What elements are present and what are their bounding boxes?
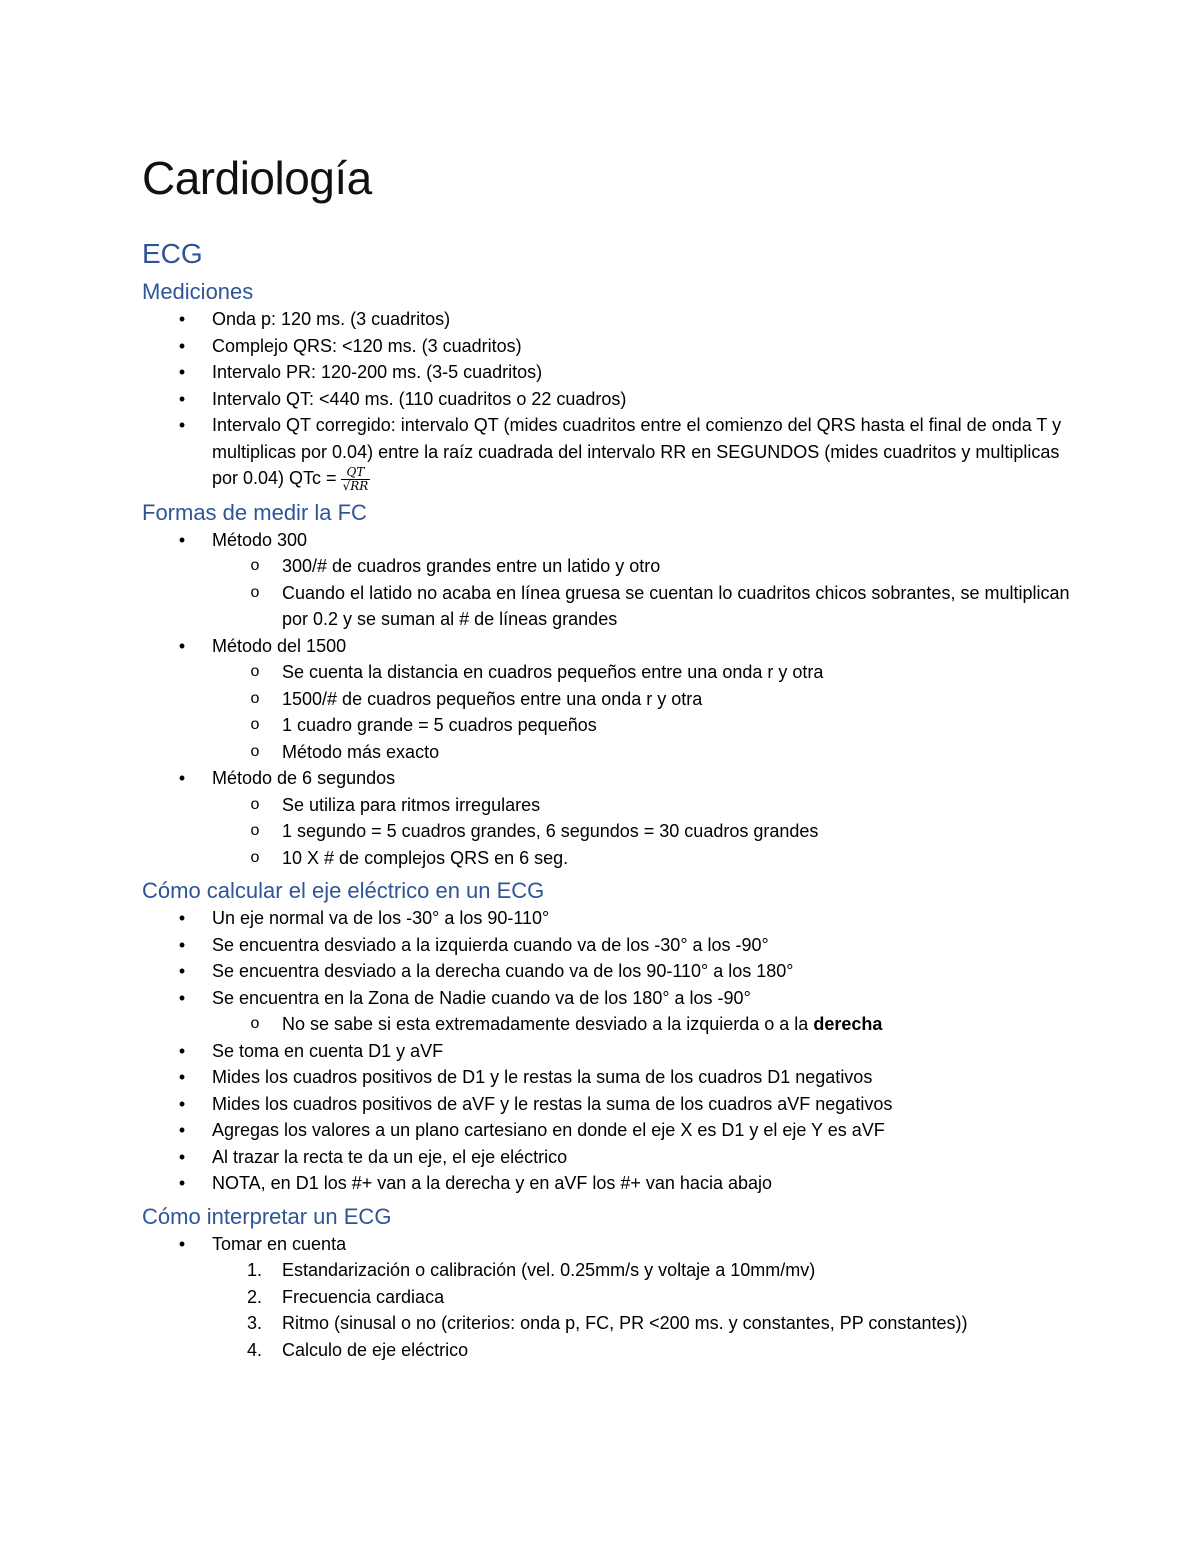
list-item: • Se toma en cuenta D1 y aVF	[142, 1038, 1072, 1065]
sublist-item: o Método más exacto	[142, 739, 1072, 766]
circle-bullet-icon: o	[250, 742, 260, 760]
bullet-icon: •	[178, 529, 186, 550]
mediciones-list	[142, 306, 1072, 493]
list-item: • NOTA, en D1 los #+ van a la derecha y en aVF los #+ van hacia abajo	[142, 1170, 1072, 1197]
list-item: • Onda p: 120 ms. (3 cuadritos)	[142, 306, 1072, 333]
list-item: • Intervalo QT: <440 ms. (110 cuadritos o 22 cuadros)	[142, 386, 1072, 413]
list-item-metodo-1500: • Método del 1500 o Se cuenta la distancia en cuadros pequeños entre una onda r y otra o 1500/# de cuadros pequeños entre una onda r y otra o 1 cuadro grande = 5 cuadros pequeños o Método más exacto	[142, 633, 1072, 766]
heading-interpretar-ecg: Cómo interpretar un ECG	[142, 1203, 392, 1229]
sublist-item: o Se cuenta la distancia en cuadros pequeños entre una onda r y otra	[142, 659, 1072, 686]
sublist-item: o 1 segundo = 5 cuadros grandes, 6 segundos = 30 cuadros grandes	[142, 818, 1072, 845]
circle-bullet-icon: o	[250, 848, 260, 866]
sublist-item: o 1 cuadro grande = 5 cuadros pequeños	[142, 712, 1072, 739]
sublist-item: o 300/# de cuadros grandes entre un latido y otro	[142, 553, 1072, 580]
heading-eje-electrico: Cómo calcular el eje eléctrico en un ECG	[142, 878, 545, 904]
qtc-formula: $\frac{QT}{√RR}$	[342, 464, 369, 493]
bullet-icon: •	[178, 1173, 186, 1194]
list-item: • Intervalo PR: 120-200 ms. (3-5 cuadritos)	[142, 359, 1072, 386]
numbered-list	[142, 1257, 1072, 1363]
circle-bullet-icon: o	[250, 822, 260, 840]
bullet-icon: •	[178, 987, 186, 1008]
bullet-icon: •	[178, 934, 186, 955]
sublist-item: o Cuando el latido no acaba en línea gruesa se cuentan lo cuadritos chicos sobrantes, se multiplican por 0.2 y se suman al # de líneas grandes	[142, 580, 1072, 633]
list-item: • Mides los cuadros positivos de D1 y le restas la suma de los cuadros D1 negativos	[142, 1064, 1072, 1091]
eje-list	[142, 905, 1072, 1197]
circle-bullet-icon: o	[250, 557, 260, 575]
bullet-icon: •	[178, 309, 186, 329]
numbered-item: 4. Calculo de eje eléctrico	[246, 1339, 469, 1360]
numbered-item: 3. Ritmo (sinusal o no (criterios: onda p, FC, PR <200 ms. y constantes, PP constantes))	[246, 1313, 968, 1334]
bullet-icon: •	[178, 388, 186, 409]
bullet-icon: •	[178, 1120, 186, 1141]
list-item-qtc: • Intervalo QT corregido: intervalo QT (mides cuadritos entre el comienzo del QRS hasta el final de onda T y multiplicas por 0.04) entre la raíz cuadrada del intervalo RR en SEGUNDOS (mides cuadritos y multiplicas por 0.04) QTc = $\frac{QT}{√RR}$	[142, 412, 1072, 493]
heading-formas-fc: Formas de medir la FC	[142, 499, 367, 525]
bullet-icon: •	[178, 415, 186, 435]
sublist	[142, 659, 1072, 765]
list-item: • Mides los cuadros positivos de aVF y le restas la suma de los cuadros aVF negativos	[142, 1091, 1072, 1118]
sublist-item: o 10 X # de complejos QRS en 6 seg.	[142, 845, 1072, 872]
circle-bullet-icon: o	[250, 1015, 260, 1033]
list-item: • Un eje normal va de los -30° a los 90-110°	[142, 905, 1072, 932]
list-item: • Agregas los valores a un plano cartesiano en donde el eje X es D1 y el eje Y es aVF	[142, 1117, 1072, 1144]
numbered-item: 2. Frecuencia cardiaca	[246, 1286, 445, 1307]
bullet-icon: •	[178, 635, 186, 656]
circle-bullet-icon: o	[250, 795, 260, 813]
circle-bullet-icon: o	[250, 583, 260, 601]
sublist-item: o 1500/# de cuadros pequeños entre una onda r y otra	[142, 686, 1072, 713]
bullet-icon: •	[178, 362, 186, 382]
list-item: • Al trazar la recta te da un eje, el eje eléctrico	[142, 1144, 1072, 1171]
interpretar-list	[142, 1231, 1072, 1364]
list-item-zona-nadie: • Se encuentra en la Zona de Nadie cuando va de los 180° a los -90° o No se sabe si esta extremadamente desviado a la izquierda o a la derecha	[142, 985, 1072, 1038]
list-item-tomar-en-cuenta: • Tomar en cuenta 1. Estandarización o calibración (vel. 0.25mm/s y voltaje a 10mm/mv) 2. Frecuencia cardiaca 3. Ritmo (sinusal o no (criterios: onda p, FC, PR <200 ms. y constantes, PP constantes)) 4. Calculo de eje eléctrico	[142, 1231, 1072, 1364]
bullet-icon: •	[178, 1093, 186, 1114]
sublist	[142, 792, 1072, 872]
section-heading-ecg: ECG	[142, 238, 203, 269]
sublist-item: o No se sabe si esta extremadamente desviado a la izquierda o a la derecha	[142, 1011, 1072, 1038]
list-item: • Complejo QRS: <120 ms. (3 cuadritos)	[142, 333, 1072, 360]
bullet-icon: •	[178, 1040, 186, 1061]
sublist-item: o Se utiliza para ritmos irregulares	[142, 792, 1072, 819]
document-content	[142, 150, 1072, 1363]
fc-list	[142, 527, 1072, 872]
list-item: • Se encuentra desviado a la izquierda cuando va de los -30° a los -90°	[142, 932, 1072, 959]
sublist	[142, 1011, 1072, 1038]
bullet-icon: •	[178, 1233, 186, 1254]
circle-bullet-icon: o	[250, 663, 260, 681]
heading-mediciones: Mediciones	[142, 279, 254, 304]
bullet-icon: •	[178, 908, 186, 929]
bullet-icon: •	[178, 1146, 186, 1167]
bullet-icon: •	[178, 768, 186, 789]
page-title: Cardiología	[142, 152, 372, 204]
circle-bullet-icon: o	[250, 716, 260, 734]
list-item: • Se encuentra desviado a la derecha cuando va de los 90-110° a los 180°	[142, 958, 1072, 985]
list-item-metodo-6-segundos: • Método de 6 segundos o Se utiliza para ritmos irregulares o 1 segundo = 5 cuadros grandes, 6 segundos = 30 cuadros grandes o 10 X # de complejos QRS en 6 seg.	[142, 765, 1072, 871]
sublist	[142, 553, 1072, 633]
bullet-icon: •	[178, 335, 186, 356]
bullet-icon: •	[178, 1067, 186, 1088]
circle-bullet-icon: o	[250, 689, 260, 707]
bullet-icon: •	[178, 961, 186, 982]
list-item-metodo-300: • Método 300 o 300/# de cuadros grandes entre un latido y otro o Cuando el latido no acaba en línea gruesa se cuentan lo cuadritos chicos sobrantes, se multiplican por 0.2 y se suman al # de líneas grandes	[142, 527, 1072, 633]
numbered-item: 1. Estandarización o calibración (vel. 0.25mm/s y voltaje a 10mm/mv)	[246, 1260, 816, 1281]
